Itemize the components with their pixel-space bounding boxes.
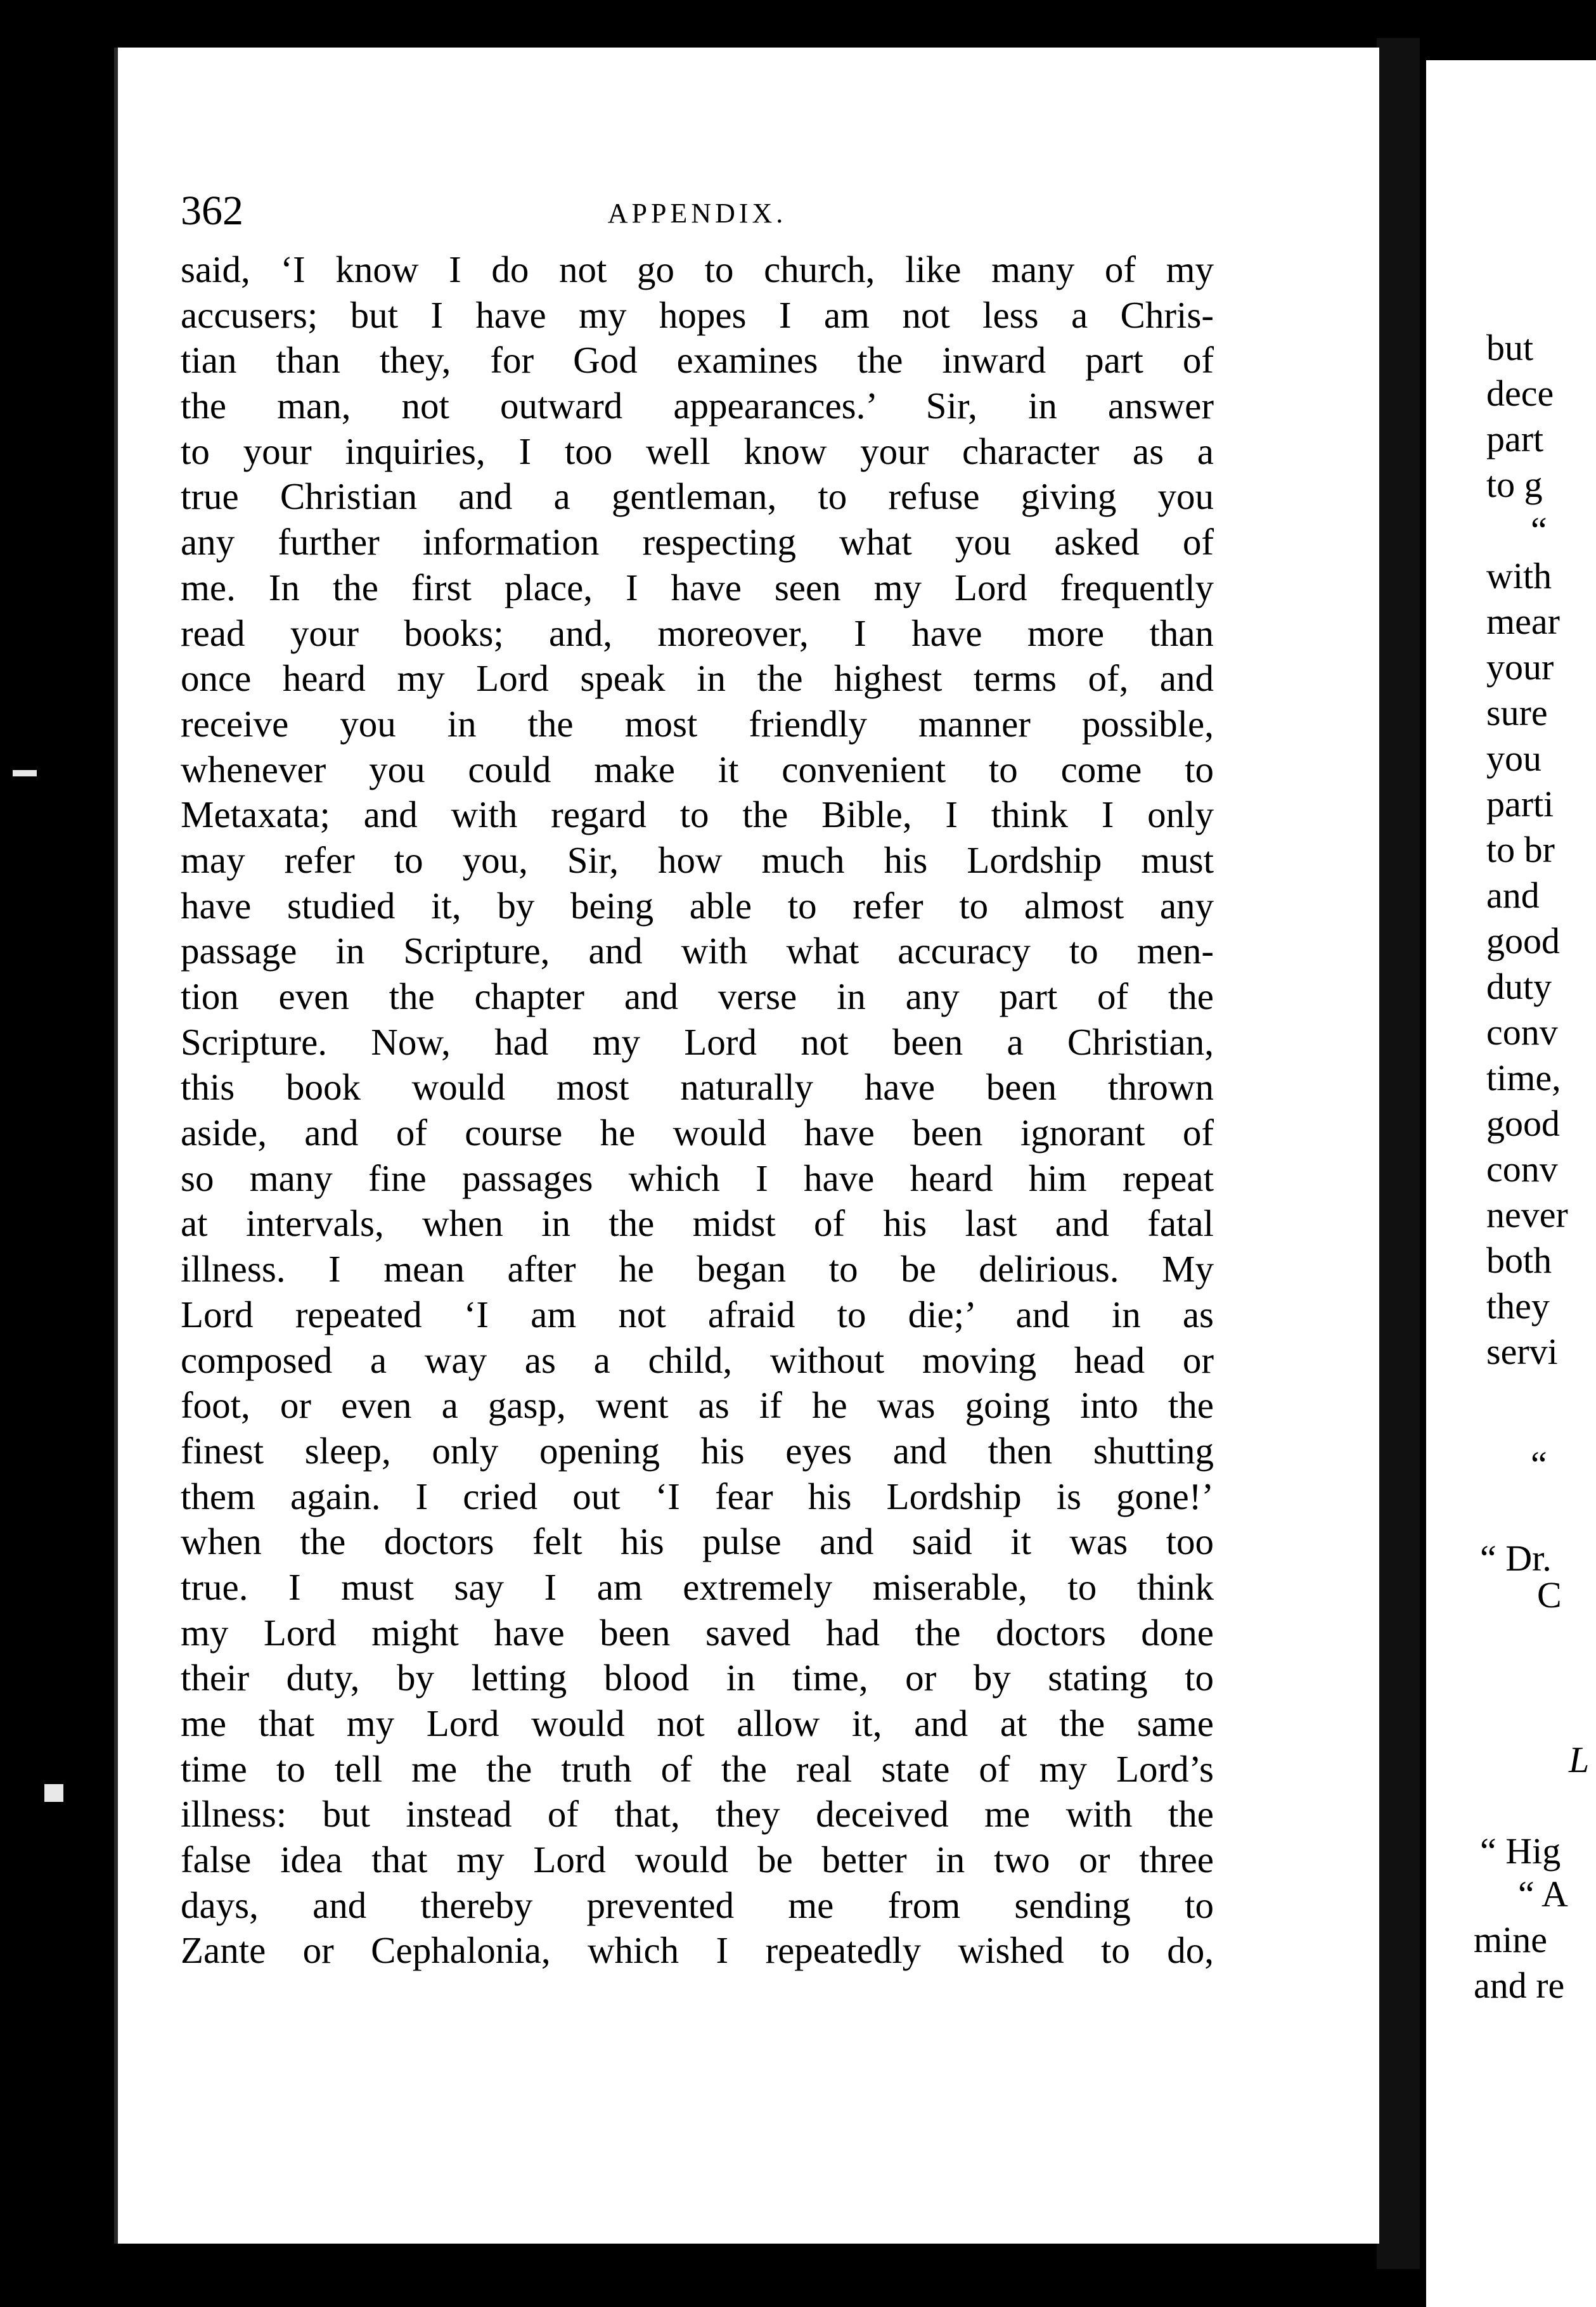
scan-edge-mark: [13, 770, 37, 776]
facing-text-line: time,: [1486, 1057, 1561, 1098]
text-line: passage in Scripture, and with what accuracy to men-: [181, 930, 1214, 972]
text-line: tion even the chapter and verse in any part of the: [181, 975, 1214, 1017]
facing-text-line: parti: [1486, 783, 1554, 825]
facing-text-line: duty: [1486, 966, 1552, 1007]
text-line: the man, not outward appearances.’ Sir, in answer: [181, 385, 1214, 427]
facing-text-line: and re: [1474, 1965, 1565, 2006]
facing-text-line: part: [1486, 418, 1544, 459]
text-line: illness. I mean after he began to be delirious. My: [181, 1248, 1214, 1290]
text-line: true Christian and a gentleman, to refuse giving you: [181, 475, 1214, 518]
facing-text-line: sure: [1486, 692, 1548, 733]
facing-text-line: and: [1486, 875, 1540, 916]
text-line: Scripture. Now, had my Lord not been a Christian,: [181, 1020, 1214, 1063]
text-line: accusers; but I have my hopes I am not less a Chris-: [181, 293, 1214, 336]
text-line: their duty, by letting blood in time, or by stating to: [181, 1657, 1214, 1699]
facing-text-line: “ Dr.: [1480, 1538, 1552, 1579]
text-line: them again. I cried out ‘I fear his Lordship is gone!’: [181, 1475, 1214, 1517]
facing-text-line: to br: [1486, 829, 1555, 870]
text-line: at intervals, when in the midst of his last and fatal: [181, 1202, 1214, 1245]
text-line: foot, or even a gasp, went as if he was going into the: [181, 1384, 1214, 1427]
book-page-right-partial: [1426, 60, 1596, 2307]
facing-text-line: to g: [1486, 464, 1543, 505]
page-number: 362: [181, 188, 243, 234]
facing-text-line: C: [1537, 1574, 1562, 1616]
text-line: days, and thereby prevented me from sending to: [181, 1884, 1214, 1926]
facing-text-line: good: [1486, 920, 1560, 961]
facing-text-line: L: [1569, 1739, 1590, 1780]
running-head: [181, 187, 1214, 238]
text-line: tian than they, for God examines the inward part of: [181, 339, 1214, 382]
text-line: may refer to you, Sir, how much his Lordship must: [181, 839, 1214, 881]
facing-text-line: “ Hig: [1480, 1830, 1561, 1872]
facing-text-line: “ A: [1518, 1873, 1568, 1915]
text-line: composed a way as a child, without moving head or: [181, 1339, 1214, 1381]
facing-text-line: “: [1531, 510, 1547, 551]
facing-text-line: dece: [1486, 373, 1554, 414]
facing-text-line: mear: [1486, 601, 1560, 642]
facing-text-line: with: [1486, 555, 1552, 596]
text-line: any further information respecting what you asked of: [181, 521, 1214, 563]
facing-text-line: conv: [1486, 1012, 1558, 1053]
facing-text-line: “: [1531, 1444, 1547, 1485]
text-line: time to tell me the truth of the real state of my Lord’s: [181, 1747, 1214, 1790]
facing-text-line: mine: [1474, 1919, 1547, 1960]
text-line: me that my Lord would not allow it, and at the same: [181, 1702, 1214, 1744]
text-line: aside, and of course he would have been ignorant of: [181, 1112, 1214, 1154]
scan-edge-mark: [44, 1784, 63, 1802]
text-line: Lord repeated ‘I am not afraid to die;’ and in as: [181, 1293, 1214, 1335]
facing-text-line: you: [1486, 738, 1541, 779]
text-line: illness: but instead of that, they deceived me with the: [181, 1793, 1214, 1835]
running-title: APPENDIX.: [607, 198, 787, 229]
text-line: to your inquiries, I too well know your character as a: [181, 430, 1214, 472]
text-line: when the doctors felt his pulse and said it was too: [181, 1520, 1214, 1563]
text-line: have studied it, by being able to refer to almost any: [181, 884, 1214, 927]
text-line: said, ‘I know I do not go to church, like many of my: [181, 248, 1214, 290]
body-text: [181, 247, 1214, 1974]
page-gutter-shadow: [1377, 38, 1420, 2269]
text-line: Metaxata; and with regard to the Bible, I think I only: [181, 794, 1214, 836]
text-line: me. In the first place, I have seen my Lord frequently: [181, 566, 1214, 608]
facing-text-line: both: [1486, 1240, 1552, 1281]
text-line: finest sleep, only opening his eyes and then shutting: [181, 1429, 1214, 1472]
facing-text-line: servi: [1486, 1331, 1558, 1372]
text-line: whenever you could make it convenient to come to: [181, 748, 1214, 790]
text-line: once heard my Lord speak in the highest terms of, and: [181, 657, 1214, 700]
facing-text-line: your: [1486, 646, 1554, 688]
facing-text-line: conv: [1486, 1148, 1558, 1190]
facing-text-line: but: [1486, 327, 1534, 368]
text-line: this book would most naturally have been thrown: [181, 1066, 1214, 1109]
text-line: Zante or Cephalonia, which I repeatedly wished to do,: [181, 1929, 1214, 1972]
text-line: receive you in the most friendly manner possible,: [181, 702, 1214, 745]
text-line: my Lord might have been saved had the doctors done: [181, 1611, 1214, 1654]
text-line: read your books; and, moreover, I have more than: [181, 612, 1214, 654]
facing-text-line: they: [1486, 1285, 1550, 1327]
facing-text-line: good: [1486, 1103, 1560, 1144]
text-line: true. I must say I am extremely miserable, to think: [181, 1565, 1214, 1608]
text-line: so many fine passages which I have heard him repeat: [181, 1157, 1214, 1199]
text-line: false idea that my Lord would be better in two or three: [181, 1839, 1214, 1881]
facing-text-line: never: [1486, 1194, 1568, 1235]
